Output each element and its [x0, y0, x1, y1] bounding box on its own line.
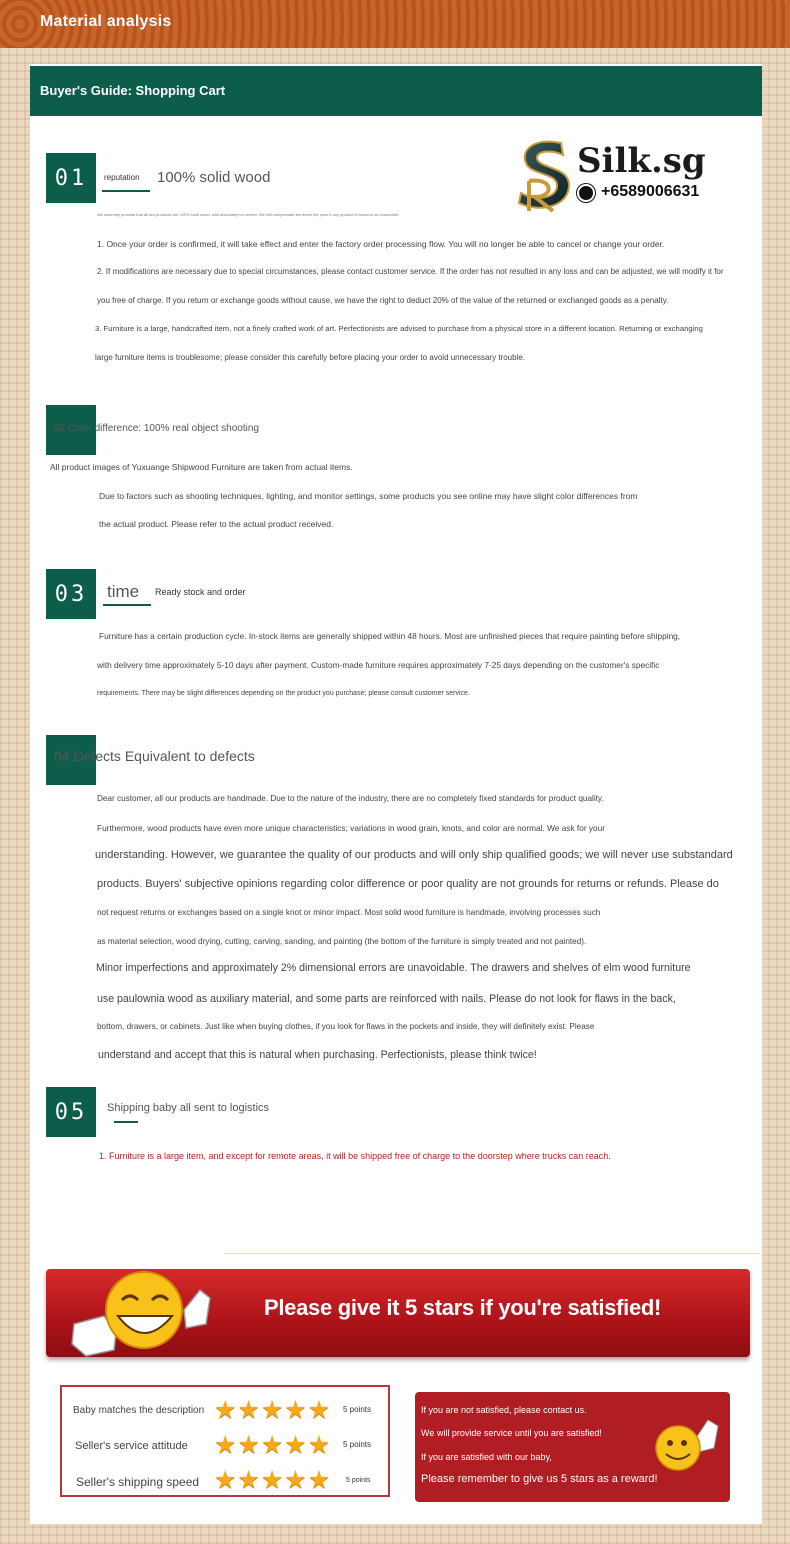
rating-label: Seller's service attitude [75, 1440, 188, 1452]
star-icon: ★ [284, 1431, 307, 1459]
rating-label: Seller's shipping speed [76, 1475, 200, 1489]
logo-phone: +6589006631 [601, 183, 700, 200]
divider [225, 1253, 760, 1254]
top-bar-title: Material analysis [40, 13, 172, 30]
section-05-underline [114, 1121, 138, 1123]
section-02-line: the actual product. Please refer to the actual product received. [99, 519, 334, 529]
whatsapp-icon [577, 184, 595, 202]
rating-stars [214, 1468, 330, 1493]
section-04-line: understanding. However, we guarantee the quality of our products and will only ship qualified goods; we will never use substandard [95, 849, 733, 861]
star-icon: ★ [237, 1396, 260, 1424]
section-04-line: understand and accept that this is natural when purchasing. Perfectionists, please think twice! [98, 1049, 537, 1061]
section-03-underline [103, 604, 151, 606]
section-04-line: bottom, drawers, or cabinets. Just like when buying clothes, if you look for flaws in the pockets and inside, they will definitely exist. Please [97, 1022, 595, 1031]
banner-text: Please give it 5 stars if you're satisfied! [264, 1295, 662, 1320]
section-04-line: products. Buyers' subjective opinions regarding color difference or poor quality are not grounds for returns or refunds. Please do [97, 878, 719, 890]
section-04-line: not request returns or exchanges based on a single knot or minor impact. Most solid wood furniture is handmade, involving processes such [97, 908, 601, 917]
section-04-heading: 04 Defects Equivalent to defects [54, 748, 255, 764]
section-03-number: 03 [46, 569, 96, 619]
message-line: If you are not satisfied, please contact us. [421, 1405, 587, 1415]
star-icon: ★ [307, 1396, 331, 1424]
section-01-line: you free of charge. If you return or exchange goods without cause, we have the right to deduct 20% of the value of the returned or exchanged goods as a penalty. [97, 296, 669, 305]
section-01-fine-print: We solemnly promise that all our products are 100% solid wood, with absolutely no veneer. We will compensate ten times the price if any product is found to be counterfeit. [97, 212, 400, 217]
section-01-number: 01 [46, 153, 96, 203]
rating-points: 5 points [346, 1477, 371, 1484]
star-icon: ★ [260, 1466, 284, 1494]
section-05-heading: Shipping baby all sent to logistics [107, 1102, 270, 1114]
rating-row [62, 1465, 388, 1495]
thumbs-up-smiley-icon [64, 1266, 214, 1366]
section-03-line: requirements. There may be slight differences depending on the product you purchase; please consult customer service. [97, 690, 470, 697]
top-bar [0, 0, 790, 48]
section-01-line: large furniture items is troublesome; please consider this carefully before placing your order to avoid unnecessary trouble. [95, 353, 525, 362]
section-04-line: Dear customer, all our products are handmade. Due to the nature of the industry, there are no completely fixed standards for product quality. [97, 794, 604, 803]
star-icon: ★ [284, 1396, 307, 1424]
guide-header [30, 66, 762, 116]
rating-row [62, 1430, 388, 1460]
star-icon: ★ [237, 1431, 260, 1459]
thumbs-up-smiley-icon [650, 1414, 722, 1472]
star-icon: ★ [260, 1396, 284, 1424]
star-icon: ★ [214, 1431, 237, 1459]
section-05-number: 05 [46, 1087, 96, 1137]
rating-label: Baby matches the description [73, 1405, 205, 1416]
section-01-line: 1. Once your order is confirmed, it will take effect and enter the factory order processing flow. You will no longer be able to cancel or change your order. [97, 239, 665, 249]
star-icon: ★ [237, 1466, 260, 1494]
star-icon: ★ [307, 1431, 331, 1459]
silk-sg-logo [513, 137, 713, 215]
star-icon: ★ [214, 1396, 237, 1424]
section-03-heading: time [107, 582, 140, 601]
section-03-line: Furniture has a certain production cycle. In-stock items are generally shipped within 48 hours. Most are unfinished pieces that require painting before shipping, [99, 631, 681, 641]
rating-points: 5 points [343, 1405, 372, 1414]
section-01-line: 3. Furniture is a large, handcrafted item, not a finely crafted work of art. Perfectionists are advised to purchase from a physical store in a different location. Returning or exchanging [95, 324, 703, 333]
guide-header-title: Buyer's Guide: Shopping Cart [40, 83, 226, 98]
rating-stars [214, 1433, 330, 1458]
rating-row [62, 1395, 388, 1425]
logo-brand: Silk.sg [577, 141, 706, 181]
message-line: If you are satisfied with our baby, [421, 1452, 552, 1462]
shop-rating-panel [60, 1385, 390, 1497]
star-icon: ★ [307, 1466, 331, 1494]
message-line: We will provide service until you are satisfied! [421, 1428, 602, 1438]
section-04-line: use paulownia wood as auxiliary material, and some parts are reinforced with nails. Please do not look for flaws in the back, [97, 993, 676, 1005]
star-icon: ★ [214, 1466, 237, 1494]
rating-points: 5 points [343, 1440, 372, 1449]
section-04-line: Furthermore, wood products have even more unique characteristics; variations in wood grain, knots, and color are normal. We ask for your [97, 823, 606, 833]
rating-stars [214, 1398, 330, 1423]
section-04-line: as material selection, wood drying, cutting, carving, sanding, and painting (the bottom of the furniture is simply treated and not painted). [97, 937, 587, 946]
section-01-tag: reputation [104, 173, 140, 182]
section-05-line: 1. Furniture is a large item, and except for remote areas, it will be shipped free of charge to the doorstep where trucks can reach. [99, 1151, 611, 1161]
section-01-line: 2. If modifications are necessary due to special circumstances, please contact customer service. If the order has not resulted in any loss and can be adjusted, we will modify it for [97, 267, 724, 276]
section-03-tag: Ready stock and order [155, 587, 246, 597]
section-01-underline [102, 190, 150, 192]
star-icon: ★ [260, 1431, 284, 1459]
section-01-heading: 100% solid wood [157, 169, 271, 186]
sr-monogram-icon [513, 137, 575, 213]
section-02-line: All product images of Yuxuange Shipwood Furniture are taken from actual items. [50, 462, 353, 472]
section-04-line: Minor imperfections and approximately 2% dimensional errors are unavoidable. The drawers and shelves of elm wood furniture [96, 962, 691, 974]
star-icon: ★ [284, 1466, 307, 1494]
section-02-heading: 02 Color difference: 100% real object shooting [54, 423, 259, 434]
section-03-line: with delivery time approximately 5-10 days after payment. Custom-made furniture requires approximately 7-25 days depending on the customer's specific [97, 660, 660, 670]
section-02-line: Due to factors such as shooting techniques, lighting, and monitor settings, some products you see online may have slight color differences from [99, 491, 638, 501]
message-line: Please remember to give us 5 stars as a reward! [421, 1473, 658, 1485]
